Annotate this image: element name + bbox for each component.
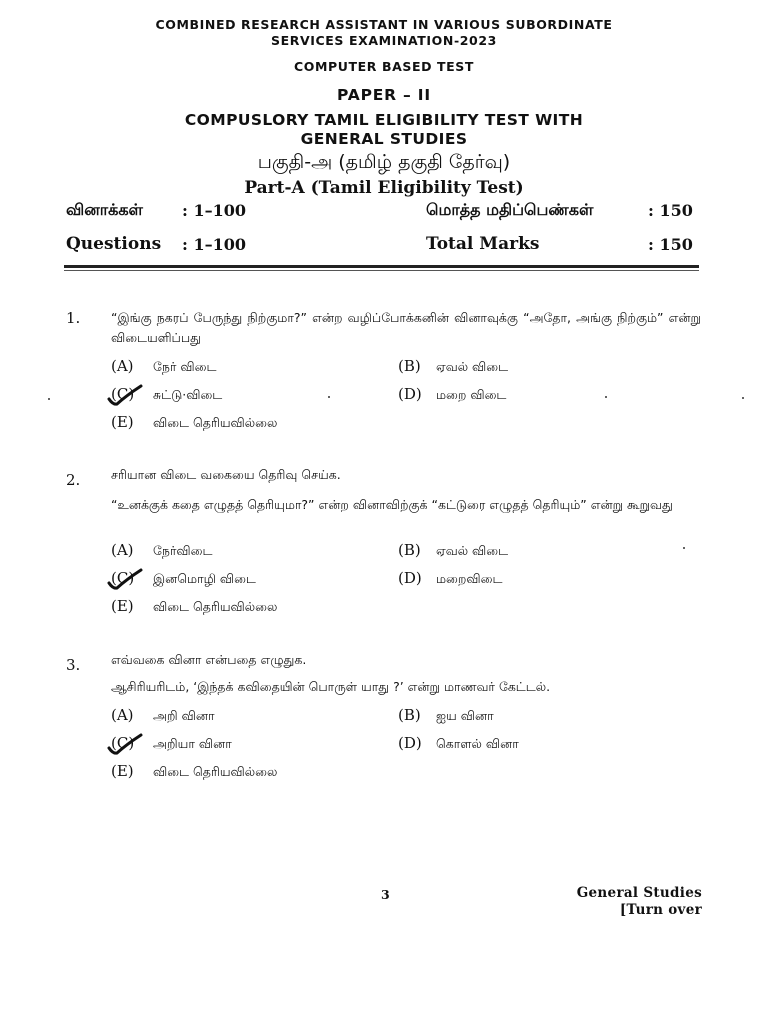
questions-range-english: : 1–100 — [182, 235, 247, 254]
q2-option-d-label: (D) — [398, 569, 422, 587]
q3-option-b-label: (B) — [398, 706, 421, 724]
question-2-instruction: சரியான விடை வகையை தெரிவு செய்க. — [111, 467, 341, 482]
page-number: 3 — [381, 887, 390, 902]
q1-option-b-text: ஏவல் விடை — [436, 359, 509, 374]
q1-option-d-text: மறை விடை — [436, 387, 507, 402]
questions-range-tamil: : 1–100 — [182, 201, 247, 220]
q2-answer-tick-icon — [105, 567, 145, 593]
q3-option-a-text: அறி வினா — [153, 708, 215, 723]
q3-option-e-label: (E) — [111, 762, 134, 780]
q2-option-e-text: விடை தெரியவில்லை — [153, 599, 278, 614]
q2-option-a-text: நேர்விடை — [153, 543, 213, 558]
q1-answer-tick-icon — [105, 383, 145, 409]
question-3-instruction: எவ்வகை வினா என்பதை எழுதுக. — [111, 652, 307, 667]
q3-option-a-label: (A) — [111, 706, 134, 724]
subject-line1: COMPUSLORY TAMIL ELIGIBILITY TEST WITH — [184, 111, 584, 129]
q3-option-c-label: (C) — [111, 734, 135, 752]
subject-line2: GENERAL STUDIES — [300, 130, 468, 148]
q1-option-a-text: நேர் விடை — [153, 359, 217, 374]
q1-option-a-label: (A) — [111, 357, 134, 375]
q2-option-c-text: இனமொழி விடை — [153, 571, 256, 586]
q1-option-b-label: (B) — [398, 357, 421, 375]
q2-option-d-text: மறைவிடை — [436, 571, 503, 586]
q3-option-e-text: விடை தெரியவில்லை — [153, 764, 278, 779]
exam-title-line2: SERVICES EXAMINATION-2023 — [271, 33, 497, 48]
q2-option-b-label: (B) — [398, 541, 421, 559]
test-type: COMPUTER BASED TEST — [293, 59, 475, 74]
q1-option-c-text: சுட்டு·விடை — [153, 387, 223, 402]
scan-speck — [683, 547, 685, 549]
questions-label-tamil: வினாக்கள் — [66, 200, 143, 219]
footer-turn-over: [Turn over — [619, 902, 702, 918]
q3-option-c-text: அறியா வினா — [153, 736, 232, 751]
scan-speck — [48, 398, 50, 400]
q1-option-e-label: (E) — [111, 413, 134, 431]
q3-option-d-text: கொளல் வினா — [436, 736, 519, 751]
header-divider-thick — [64, 265, 699, 268]
header-divider-thin — [64, 270, 699, 271]
scan-speck — [605, 396, 607, 398]
q3-option-b-text: ஐய வினா — [436, 708, 494, 723]
footer-section: General Studies — [576, 885, 702, 901]
question-1-number: 1. — [66, 309, 81, 327]
total-marks-value-tamil: : 150 — [648, 201, 693, 220]
q1-option-c-label: (C) — [111, 385, 135, 403]
q1-option-d-label: (D) — [398, 385, 422, 403]
question-2-text: “உனக்குக் கதை எழுதத் தெரியுமா?” என்ற வினாவிற்குக் “கட்டுரை எழுதத் தெரியும்” என்று கூறுவது — [111, 497, 673, 512]
exam-title-line1: COMBINED RESEARCH ASSISTANT IN VARIOUS SUBORDINATE — [155, 17, 613, 32]
q3-option-d-label: (D) — [398, 734, 422, 752]
total-marks-label-english: Total Marks — [426, 234, 540, 254]
total-marks-label-tamil: மொத்த மதிப்பெண்கள் — [426, 200, 594, 219]
q3-answer-tick-icon — [105, 732, 145, 758]
q1-option-e-text: விடை தெரியவில்லை — [153, 415, 278, 430]
q2-option-a-label: (A) — [111, 541, 134, 559]
question-2-number: 2. — [66, 471, 81, 489]
question-3-text: ஆசிரியரிடம், ‘இந்தக் கவிதையின் பொருள் யாது ?’ என்று மாணவர் கேட்டல். — [111, 679, 551, 694]
questions-label-english: Questions — [66, 234, 162, 254]
q2-option-c-label: (C) — [111, 569, 135, 587]
q2-option-e-label: (E) — [111, 597, 134, 615]
paper-title: PAPER – II — [337, 86, 431, 104]
part-title-tamil: பகுதி-அ (தமிழ் தகுதி தேர்வு) — [257, 151, 511, 173]
total-marks-value-english: : 150 — [648, 235, 693, 254]
question-1-text: “இங்கு நகரப் பேருந்து நிற்குமா?” என்ற வழிப்போக்கனின் வினாவுக்கு “அதோ, அங்கு நிற்கும்” என்று விடையளிப்பது — [111, 310, 701, 345]
scan-speck — [328, 396, 330, 398]
part-title-english: Part-A (Tamil Eligibility Test) — [244, 178, 524, 198]
question-3-number: 3. — [66, 656, 81, 674]
q2-option-b-text: ஏவல் விடை — [436, 543, 509, 558]
scan-speck — [742, 397, 744, 399]
